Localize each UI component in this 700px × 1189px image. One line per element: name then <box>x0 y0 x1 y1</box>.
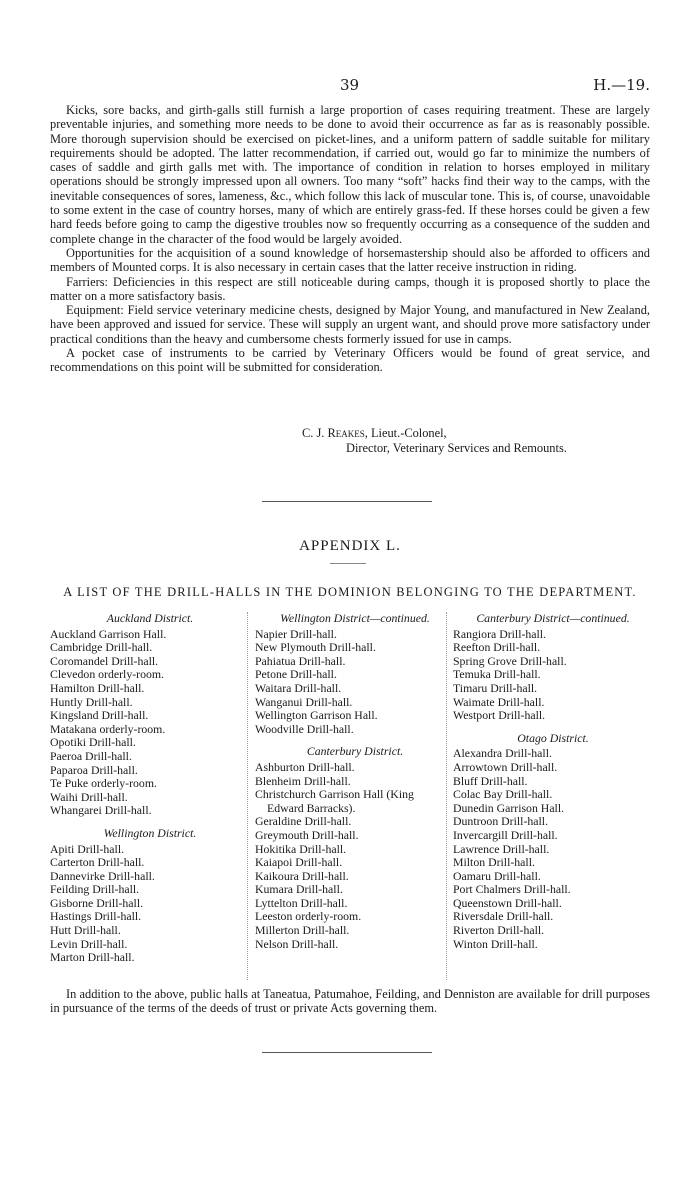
district-heading: Wellington District. <box>103 825 197 840</box>
report-body <box>50 103 650 375</box>
list-item: Millerton Drill-hall. <box>255 923 350 938</box>
list-item: Wanganui Drill-hall. <box>255 694 353 709</box>
paragraph: Equipment: Field service veterinary medicine chests, designed by Major Young, and manufactured in New Zealand, have been approved and issued for service. These will supply an urgent want, and should prove more satisfactory under practical conditions than the heavy and cumbersome chests formerly issued for use in camps. <box>50 303 650 346</box>
list-item: Arrowtown Drill-hall. <box>453 759 558 774</box>
list-item: Milton Drill-hall. <box>453 855 535 870</box>
drill-hall-column-2 <box>255 612 455 951</box>
list-item: Temuka Drill-hall. <box>453 667 541 682</box>
section-divider <box>262 501 432 502</box>
drill-hall-column-1 <box>50 612 250 965</box>
district-heading: Canterbury District—continued. <box>476 611 630 625</box>
list-title: A LIST OF THE DRILL-HALLS IN THE DOMINION BELONGING TO THE DEPARTMENT. <box>63 585 637 599</box>
paragraph: Opportunities for the acquisition of a sound knowledge of horsemastership should also be afforded to officers and members of Mounted corps. It is also necessary in certain cases that the latter receive instruction in riding. <box>50 245 650 275</box>
district-heading: Otago District. <box>517 730 589 745</box>
list-item: Greymouth Drill-hall. <box>255 827 359 842</box>
list-item: Pahiatua Drill-hall. <box>255 653 346 668</box>
list-item: Kumara Drill-hall. <box>255 882 343 897</box>
list-item: Paparoa Drill-hall. <box>50 762 138 777</box>
list-item: Dannevirke Drill-hall. <box>50 868 155 883</box>
list-item: Ashburton Drill-hall. <box>255 759 355 774</box>
list-item: Te Puke orderly-room. <box>50 776 157 791</box>
list-item: Levin Drill-hall. <box>50 936 128 951</box>
district-heading: Wellington District—continued. <box>280 611 430 625</box>
list-item: Lyttelton Drill-hall. <box>255 895 348 910</box>
report-code: H.—19. <box>593 76 650 94</box>
list-item: Edward Barracks). <box>267 800 356 815</box>
list-item: Invercargill Drill-hall. <box>453 827 558 842</box>
list-item: Clevedon orderly-room. <box>50 667 165 682</box>
page-number: 39 <box>340 76 360 94</box>
list-item: Coromandel Drill-hall. <box>50 653 159 668</box>
list-item: Riverton Drill-hall. <box>453 923 545 938</box>
list-item: Winton Drill-hall. <box>453 936 538 951</box>
list-item: Waihi Drill-hall. <box>50 789 128 804</box>
list-item: Alexandra Drill-hall. <box>453 746 552 761</box>
list-item: Kingsland Drill-hall. <box>50 708 149 723</box>
list-item: Cambridge Drill-hall. <box>50 640 153 655</box>
district-heading: Canterbury District. <box>306 744 404 759</box>
list-item: Matakana orderly-room. <box>50 721 166 736</box>
list-item: Geraldine Drill-hall. <box>255 814 352 829</box>
list-item: Nelson Drill-hall. <box>255 936 339 951</box>
district-heading: Auckland District. <box>106 611 194 625</box>
list-item: Leeston orderly-room. <box>255 909 362 924</box>
paragraph: Kicks, sore backs, and girth-galls still furnish a large proportion of cases requiring treatment. These are largely preventable injuries, and something more needs to be done to avoid their occurrence as far as is reasonably possible. More thorough supervision should be exercised on picket-lines, and a uniform pattern of saddle suitable for military requirements should be adopted. The latter recommendation, if carried out, would go far to minimize the numbers of cases of saddle and girth galls met with. The importance of condition in relation to horses employed in military operations should be strongly impressed upon all owners. Too many “soft” hacks find their way to the camps, with the inevitable consequences of sores, lameness, &c., which follow this lack of muscular tone. This is, of course, unavoidable to some extent in the case of country horses, many of which are entirely grass-fed. If these horses could be given a few hard feeds before going to camp the digestive troubles now so frequently occurring as a consequence of the sudden and complete change in the character of the food would be largely avoided. <box>50 103 650 246</box>
list-item: Gisborne Drill-hall. <box>50 895 144 910</box>
appendix-title: APPENDIX L. <box>299 538 401 554</box>
list-item: Marton Drill-hall. <box>50 950 135 965</box>
list-item: Blenheim Drill-hall. <box>255 773 351 788</box>
list-item: Opotiki Drill-hall. <box>50 735 136 750</box>
paragraph: Farriers: Deficiencies in this respect are still noticeable during camps, though it is proposed shortly to place the matter on a more satisfactory basis. <box>50 274 650 303</box>
signature-initials: C. J. <box>302 426 328 440</box>
list-item: New Plymouth Drill-hall. <box>255 640 376 655</box>
list-item: Kaiapoi Drill-hall. <box>255 855 343 870</box>
list-item: Duntroon Drill-hall. <box>453 814 549 829</box>
list-item: Hastings Drill-hall. <box>50 909 142 924</box>
title-underline <box>330 563 366 564</box>
list-item: Reefton Drill-hall. <box>453 640 541 655</box>
signature-title: Director, Veterinary Services and Remounts. <box>346 441 567 455</box>
list-item: Carterton Drill-hall. <box>50 855 145 870</box>
list-item: Hokitika Drill-hall. <box>255 841 347 856</box>
drill-hall-column-3 <box>453 612 653 951</box>
list-item: Feilding Drill-hall. <box>50 882 140 897</box>
list-item: Lawrence Drill-hall. <box>453 841 550 856</box>
signature-name-line <box>302 426 447 440</box>
list-item: Woodville Drill-hall. <box>255 721 354 736</box>
closing-paragraph <box>50 987 650 1016</box>
list-item: Napier Drill-hall. <box>255 626 337 641</box>
list-item: Riversdale Drill-hall. <box>453 909 554 924</box>
list-item: Huntly Drill-hall. <box>50 694 133 709</box>
paragraph: In addition to the above, public halls at Taneatua, Patumahoe, Feilding, and Denniston are available for drill purposes in pursuance of the terms of the deeds of trust or private Acts governing them. <box>50 987 650 1016</box>
list-item: Petone Drill-hall. <box>255 667 337 682</box>
list-item: Hutt Drill-hall. <box>50 923 121 938</box>
list-item: Port Chalmers Drill-hall. <box>453 882 571 897</box>
list-item: Queenstown Drill-hall. <box>453 895 562 910</box>
list-item: Paeroa Drill-hall. <box>50 748 132 763</box>
list-item: Apiti Drill-hall. <box>50 841 125 856</box>
list-item: Timaru Drill-hall. <box>453 680 538 695</box>
list-item: Whangarei Drill-hall. <box>50 803 152 818</box>
list-item: Waitara Drill-hall. <box>255 680 342 695</box>
list-item: Auckland Garrison Hall. <box>50 626 167 641</box>
list-item: Westport Drill-hall. <box>453 708 546 723</box>
list-item: Kaikoura Drill-hall. <box>255 868 349 883</box>
list-item: Bluff Drill-hall. <box>453 773 528 788</box>
list-item: Christchurch Garrison Hall (King <box>255 787 414 802</box>
list-item: Wellington Garrison Hall. <box>255 708 378 723</box>
list-item: Oamaru Drill-hall. <box>453 868 541 883</box>
list-item: Dunedin Garrison Hall. <box>453 800 565 815</box>
list-item: Spring Grove Drill-hall. <box>453 653 567 668</box>
list-item: Waimate Drill-hall. <box>453 694 545 709</box>
list-item: Colac Bay Drill-hall. <box>453 787 553 802</box>
page-header <box>50 76 650 96</box>
signature-rank: , Lieut.-Colonel, <box>364 426 447 440</box>
list-item: Rangiora Drill-hall. <box>453 626 547 641</box>
paragraph: A pocket case of instruments to be carried by Veterinary Officers would be found of great service, and recommendations on this point will be submitted for consideration. <box>50 346 650 375</box>
list-item: Hamilton Drill-hall. <box>50 680 145 695</box>
signature-surname: Reakes <box>327 426 365 440</box>
end-divider <box>262 1052 432 1053</box>
